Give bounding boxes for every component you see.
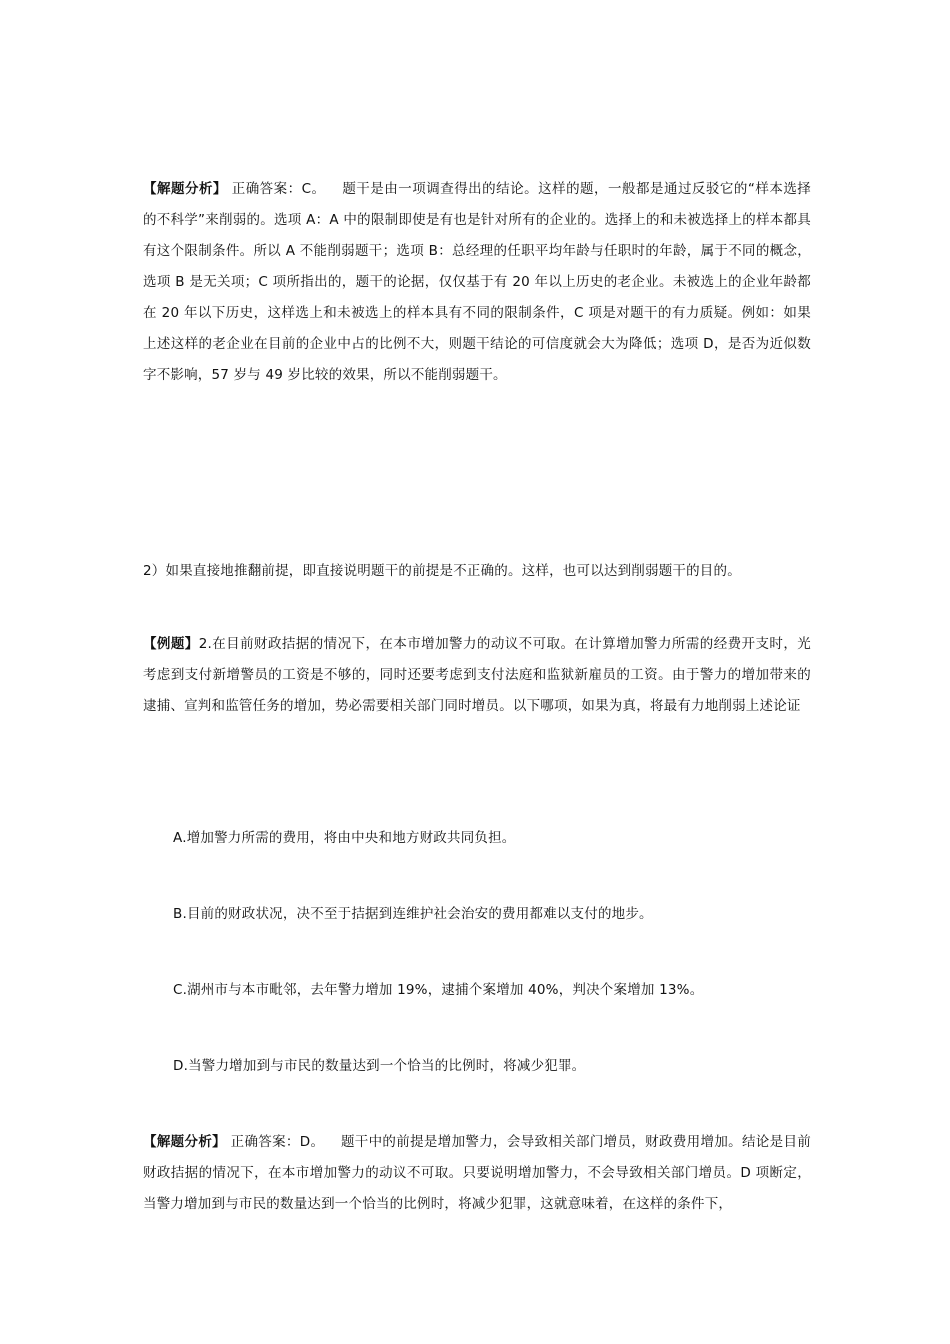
example-2-paragraph <box>143 629 811 722</box>
option-b: B.目前的财政状况，决不至于拮据到连维护社会治安的费用都难以支付的地步。 <box>173 906 653 922</box>
option-a: A.增加警力所需的费用，将由中央和地方财政共同负担。 <box>173 830 516 846</box>
analysis-text: 题干是由一项调查得出的结论。这样的题，一般都是通过反驳它的“样本选择的不科学”来削弱的。选项 A：A 中的限制即使是有也是针对所有的企业的。选择上的和未被选择上的样本都具有这个限制条件。所以 A 不能削弱题干；选项 B：总经理的任职平均年龄与任职时的年龄，属于不同的概念，选项 B 是无关项；C 项所指出的，题干的论据，仅仅基于有 20 年以上历史的老企业。未被选上的企业年龄都在 20 年以下历史，这样选上和未被选上的样本具有不同的限制条件，C 项是对题干的有力质疑。例如：如果上述这样的老企业在目前的企业中占的比例不大，则题干结论的可信度就会大为降低；选项 D，是否为近似数字不影响，57 岁与 49 岁比较的效果，所以不能削弱题干。 <box>143 181 812 383</box>
analysis-paragraph-2 <box>143 1127 811 1220</box>
correct-answer: 正确答案：D。 <box>230 1134 325 1150</box>
analysis-paragraph-1 <box>143 174 811 391</box>
example-label: 【例题】 <box>143 636 199 652</box>
point-2-paragraph: 2）如果直接地推翻前提，即直接说明题干的前提是不正确的。这样，也可以达到削弱题干的目的。 <box>143 563 741 579</box>
option-d: D.当警力增加到与市民的数量达到一个恰当的比例时，将减少犯罪。 <box>173 1058 586 1074</box>
analysis-label: 【解题分析】 <box>143 181 227 197</box>
example-question-text: 2.在目前财政拮据的情况下，在本市增加警力的动议不可取。在计算增加警力所需的经费开支时，光考虑到支付新增警员的工资是不够的，同时还要考虑到支付法庭和监狱新雇员的工资。由于警力的增加带来的逮捕、宣判和监管任务的增加，势必需要相关部门同时增员。以下哪项，如果为真，将最有力地削弱上述论证 <box>143 636 811 714</box>
correct-answer: 正确答案：C。 <box>231 181 326 197</box>
analysis-text: 题干中的前提是增加警力，会导致相关部门增员，财政费用增加。结论是目前财政拮据的情况下，在本市增加警力的动议不可取。只要说明增加警力，不会导致相关部门增员。D 项断定，当警力增加到与市民的数量达到一个恰当的比例时，将减少犯罪，这就意味着，在这样的条件下， <box>143 1134 811 1212</box>
option-c: C.湖州市与本市毗邻，去年警力增加 19%，逮捕个案增加 40%，判决个案增加 13%。 <box>173 982 704 998</box>
analysis-label: 【解题分析】 <box>143 1134 226 1150</box>
